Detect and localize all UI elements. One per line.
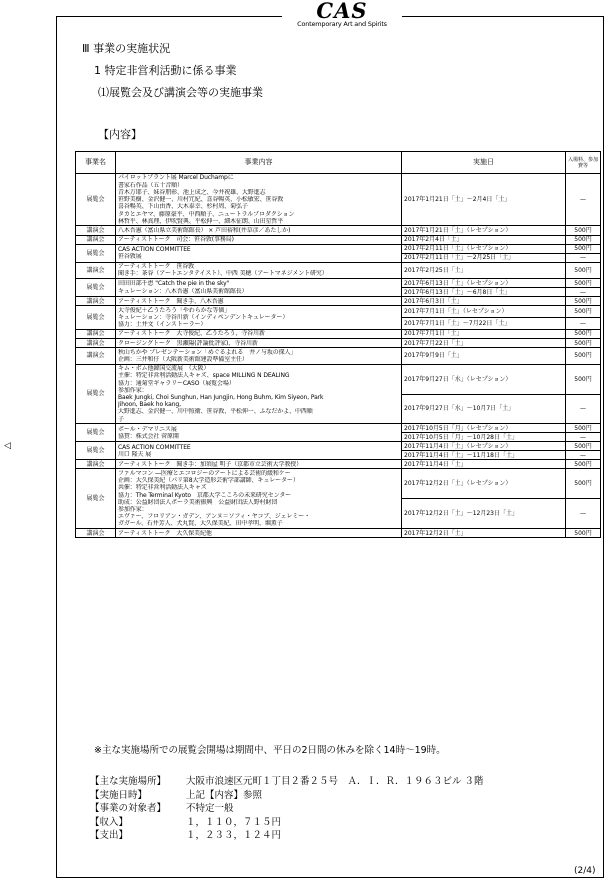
- event-date-cell: 2017年2月11日「土」〜2月25日「土」: [402, 253, 566, 262]
- table-row: [76, 442, 601, 451]
- event-fee-cell: 500円: [566, 442, 601, 451]
- content-line: 企画：大久保美紀（パリ第8大学造形芸術学部講師、キュレーター）: [118, 477, 299, 485]
- event-type-cell: 展覧会: [76, 364, 116, 424]
- summary-row: [90, 816, 484, 830]
- summary-label: 【主な実施場所】: [90, 776, 167, 787]
- event-content-cell: [116, 329, 402, 338]
- content-line: 協力：通菊堂ギャラリーCASO（展覧会場）: [118, 379, 235, 387]
- content-line: 林哲平、林真理、伊吹賢典、平松伸一、細木征朗、山田星哲平: [118, 217, 284, 225]
- summary-value: １，２３３，１２４円: [186, 830, 282, 842]
- event-fee-cell: 500円: [566, 529, 601, 538]
- content-line: パイロットプラント展 Marcel Duchampに: [118, 174, 234, 182]
- table-row: [76, 424, 601, 433]
- summary-row: [90, 829, 484, 843]
- event-content-cell: [116, 339, 402, 348]
- event-type-cell: 講演会: [76, 348, 116, 364]
- event-date-cell: 2017年7月1日「土」（レセプション）: [402, 306, 566, 318]
- event-fee-cell: 500円: [566, 262, 601, 278]
- event-fee-cell: 500円: [566, 297, 601, 306]
- event-fee-cell: —: [566, 318, 601, 330]
- content-line: CAS ACTION COMMITTEE: [118, 246, 191, 254]
- event-fee-cell: 500円: [566, 348, 601, 364]
- event-fee-cell: —: [566, 174, 601, 226]
- event-fee-cell: 500円: [566, 424, 601, 433]
- header-type: 事業名: [76, 152, 116, 174]
- event-date-cell: 2017年6月13日「土」（レセプション）: [402, 279, 566, 288]
- event-date-cell: 2017年2月25日「土」: [402, 262, 566, 278]
- content-line: 喜谷暢英、下山由香、大木泰幸、杉村周、菊弘子: [118, 203, 248, 211]
- content-line: 大野進志、金沢健一、川中照衛、笹谷敦、平松伸一、ふなだかよ、中西順: [118, 408, 313, 416]
- content-line: 八木吾憲（富山県立美術館館長） × 芦田裕和(井草彦／あたしか): [118, 226, 291, 234]
- content-line: 田田田部千恵 "Catch the pie in the sky": [118, 280, 230, 288]
- content-line: 子: [118, 415, 124, 423]
- event-type-cell: 講演会: [76, 297, 116, 306]
- event-fee-cell: 500円: [566, 226, 601, 235]
- content-line: ポール・デマリニス展: [118, 425, 177, 433]
- event-date-cell: 2017年10月5日「月」（レセプション）: [402, 424, 566, 433]
- event-date-cell: 2017年1月21日「土」〜2月4日「土」: [402, 174, 566, 226]
- content-line: クロージングトーク 黒瀬陽(評論批評家)、寺谷川新: [118, 339, 258, 347]
- cas-logo: [282, 2, 402, 28]
- content-line: 参加作家：: [118, 386, 148, 394]
- event-type-cell: 展覧会: [76, 442, 116, 460]
- event-content-cell: [116, 174, 402, 226]
- event-content-cell: [116, 226, 402, 235]
- logo-tagline: Contemporary Art and Spirits: [297, 20, 387, 28]
- table-row: [76, 364, 601, 394]
- event-type-cell: 講演会: [76, 460, 116, 469]
- summary-value: 上記【内容】参照: [186, 789, 263, 801]
- event-date-cell: 2017年11月4日「土」（レセプション）: [402, 442, 566, 451]
- event-fee-cell: —: [566, 288, 601, 297]
- table-row: [76, 460, 601, 469]
- content-line: ガガール、石井芳人、犬丸賢、大久保美紀、田中孝明、堀薫子: [118, 520, 283, 528]
- event-fee-cell: —: [566, 394, 601, 424]
- table-row: [76, 244, 601, 253]
- table-row: [76, 529, 601, 538]
- content-line: アーティストトーク 大久保美紀他: [118, 529, 212, 537]
- content-line: アーティストトーク 聞き手、八木吾憲: [118, 297, 224, 305]
- event-type-cell: 講演会: [76, 262, 116, 278]
- event-content-cell: [116, 364, 402, 424]
- event-content-cell: [116, 460, 402, 469]
- table-row: [76, 235, 601, 244]
- content-line: エヴァー、フロリアン・ガデン、アンヌ＝ソフィ・ヤコブ、ジェレミー・: [118, 513, 311, 521]
- summary-label: 【支出】: [90, 830, 129, 842]
- event-type-cell: 展覧会: [76, 279, 116, 297]
- content-line: アーティストトーク 笹谷敦: [118, 263, 195, 271]
- content-line: 参加作家：: [118, 505, 148, 513]
- content-line: 大寺俊紀＋乙うたろう「やわらかな等価」: [118, 306, 231, 314]
- events-table: [75, 151, 601, 538]
- event-content-cell: [116, 306, 402, 330]
- event-date-cell: 2017年12月2日「土」（レセプション）: [402, 469, 566, 499]
- content-line: アーティストトーク 大寺俊紀、乙うたろう、寺谷川新: [118, 330, 265, 338]
- contents-heading: 【内容】: [98, 128, 142, 141]
- event-date-cell: 2017年12月2日「土」: [402, 529, 566, 538]
- content-line: 助成：公益財団法人ポーラ美術振興 公益財団法人野村財団: [118, 498, 278, 506]
- event-content-cell: [116, 469, 402, 529]
- event-type-cell: 展覧会: [76, 424, 116, 442]
- summary-value: １，１１０，７１５円: [186, 816, 282, 828]
- table-body: [76, 174, 601, 538]
- header-content: 事業内容: [116, 152, 402, 174]
- event-fee-cell: 500円: [566, 244, 601, 253]
- header-date: 実施日: [402, 152, 566, 174]
- event-fee-cell: 500円: [566, 339, 601, 348]
- event-date-cell: 2017年9月27日「水」（レセプション）: [402, 364, 566, 394]
- content-line: 共催：特定非営利活動法人キャズ: [118, 484, 207, 492]
- table-row: [76, 297, 601, 306]
- table-row: [76, 339, 601, 348]
- event-date-cell: 2017年7月1日「土」〜7月22日「土」: [402, 318, 566, 330]
- content-line: 聞き手：茶谷（アートエンタテイスト）、中西 美穂（アートマネジメント研究）: [118, 270, 328, 278]
- event-date-cell: 2017年2月11日「土」（レセプション）: [402, 244, 566, 253]
- event-type-cell: 展覧会: [76, 174, 116, 226]
- summary-label: 【事業の対象者】: [90, 803, 167, 815]
- content-line: Baek Jungki, Choi Sunghun, Han Jungjin, Hong Buhm, Kim Siyeon, Park: [118, 394, 324, 401]
- event-type-cell: 展覧会: [76, 469, 116, 529]
- event-fee-cell: —: [566, 433, 601, 442]
- content-line: 笹野美樹、金沢健一、川村冗紀、喜谷暢英、小松敏宏、笹谷敦: [118, 196, 284, 204]
- event-fee-cell: —: [566, 451, 601, 460]
- event-content-cell: [116, 279, 402, 297]
- event-content-cell: [116, 348, 402, 364]
- event-date-cell: 2017年10月5日「月」〜10月28日「土」: [402, 433, 566, 442]
- table-row: [76, 306, 601, 318]
- event-date-cell: 2017年7月22日「土」: [402, 339, 566, 348]
- subsection-heading: 1 特定非営利活動に係る事業: [94, 64, 237, 77]
- summary-row: [90, 802, 484, 816]
- event-fee-cell: 500円: [566, 469, 601, 499]
- event-content-cell: [116, 442, 402, 460]
- summary-label: 【実施日時】: [90, 789, 148, 801]
- content-line: アーティストトーク 聞き手：加須屋 明子（京都市立芸術大学教授）: [118, 460, 303, 468]
- table-row: [76, 329, 601, 338]
- table-row: [76, 174, 601, 226]
- content-line: アーティストトーク 司会：笹谷敦(事務局): [118, 236, 234, 244]
- logo-text: CAS: [316, 0, 368, 23]
- event-fee-cell: 500円: [566, 460, 601, 469]
- event-date-cell: 2017年2月4日「土」: [402, 235, 566, 244]
- content-line: Jihoon, Baek ho kang,: [118, 401, 181, 409]
- event-date-cell: 2017年12月2日「土」〜12月23日「土」: [402, 499, 566, 529]
- content-line: キュレーション：八木吾憲（富山県美術館館長）: [118, 287, 248, 295]
- event-fee-cell: 500円: [566, 364, 601, 394]
- event-type-cell: 展覧会: [76, 244, 116, 262]
- event-type-cell: 講演会: [76, 329, 116, 338]
- event-date-cell: 2017年7月1日「土」: [402, 329, 566, 338]
- content-line: タカとエヤマ、藤原豪平、中西順子、ニュートラルプロダクション: [118, 210, 295, 218]
- event-fee-cell: 500円: [566, 235, 601, 244]
- summary-block: [90, 775, 484, 843]
- summary-value: 大阪市浪速区元町１丁目２番２５号 Ａ．Ｉ．Ｒ．１９６３ビル ３階: [186, 776, 484, 787]
- event-type-cell: 講演会: [76, 226, 116, 235]
- event-content-cell: [116, 529, 402, 538]
- event-date-cell: 2017年9月9日「土」: [402, 348, 566, 364]
- event-type-cell: 講演会: [76, 235, 116, 244]
- event-date-cell: 2017年6月3日「土」: [402, 297, 566, 306]
- summary-value: 不特定一般: [186, 803, 234, 815]
- content-line: ファルマコン ―医療とエコロジーのアートによる芸術的緩和ケー: [118, 469, 291, 477]
- table-row: [76, 226, 601, 235]
- event-date-cell: 2017年6月13日「土」〜6月8日「土」: [402, 288, 566, 297]
- content-line: 川口 隆夫 展: [118, 450, 152, 458]
- event-date-cell: 2017年9月27日「水」〜10月7日「土」: [402, 394, 566, 424]
- summary-row: [90, 775, 484, 789]
- content-line: 協賛：株式会社 菅原開: [118, 432, 179, 440]
- content-line: 協力：The Terminal Kyoto 京都大学こころの未来研究センター: [118, 491, 292, 499]
- event-content-cell: [116, 235, 402, 244]
- event-content-cell: [116, 424, 402, 442]
- content-line: 秋山ちかや プレゼンテーション「めぐるよれる 井ノ与坂の探人」: [118, 348, 297, 356]
- event-fee-cell: 500円: [566, 306, 601, 318]
- subsubsection-heading: ⑴展覧会及び講演会等の実施事業: [98, 86, 263, 99]
- table-row: [76, 348, 601, 364]
- content-line: 青木万耶子、妹谷朋彰、池上成之、今井祝雄、大野進志: [118, 188, 266, 196]
- event-content-cell: [116, 244, 402, 262]
- summary-row: [90, 789, 484, 803]
- summary-label: 【収入】: [90, 816, 129, 828]
- content-line: キム・ボム他韓国交流展 （大阪）: [118, 365, 210, 373]
- event-type-cell: 講演会: [76, 339, 116, 348]
- event-type-cell: 展覧会: [76, 306, 116, 330]
- event-fee-cell: —: [566, 253, 601, 262]
- hours-note: ※主な実施場所での展覧会開場は期間中、平日の2日間の休みを除く14時〜19時。: [94, 745, 446, 756]
- content-line: CAS ACTION COMMITTEE: [118, 443, 191, 451]
- event-date-cell: 2017年11月4日「土」〜11月18日「土」: [402, 451, 566, 460]
- event-date-cell: 2017年1月21日「土」（レセプション）: [402, 226, 566, 235]
- content-line: 笹谷敦展: [118, 253, 142, 261]
- header-fee: 入場料、参加費等: [566, 152, 601, 174]
- table-row: [76, 262, 601, 278]
- page-number: (2/4): [574, 866, 596, 876]
- event-type-cell: 講演会: [76, 529, 116, 538]
- content-line: 書家石作品（五十音順）: [118, 181, 183, 189]
- event-content-cell: [116, 297, 402, 306]
- event-date-cell: 2017年11月4日「土」: [402, 460, 566, 469]
- table-row: [76, 469, 601, 499]
- left-margin-mark: ◁: [4, 441, 11, 451]
- content-line: 主催：特定非営利活動法人キャズ、space MILLING N DEALING: [118, 372, 290, 380]
- section-heading: Ⅲ 事業の実施状況: [82, 42, 171, 55]
- event-fee-cell: —: [566, 499, 601, 529]
- content-line: 協力：土井文（インストーラー）: [118, 321, 207, 329]
- event-content-cell: [116, 262, 402, 278]
- table-row: [76, 279, 601, 288]
- content-line: キュレーション：寺谷川新（インディペンデントキュレーター）: [118, 314, 289, 322]
- event-fee-cell: 500円: [566, 279, 601, 288]
- content-line: 企画：三井和仔（大阪新美術館建設準備室主任）: [118, 356, 248, 363]
- event-fee-cell: 500円: [566, 329, 601, 338]
